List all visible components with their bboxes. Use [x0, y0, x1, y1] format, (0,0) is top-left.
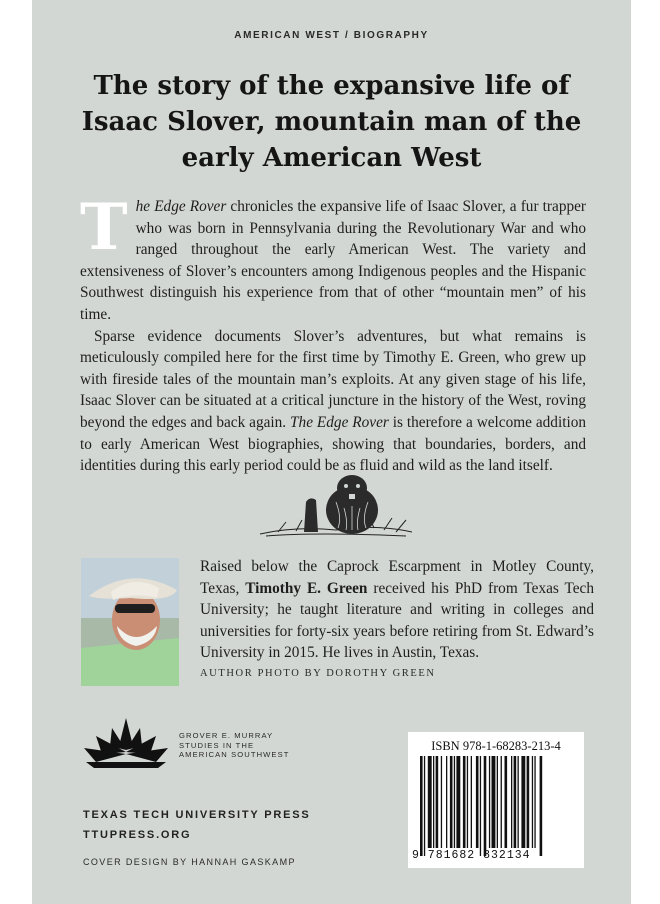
headline-line-2: Isaac Slover, mountain man of the [81, 107, 582, 137]
description-text-2: Sparse evidence documents Slover’s adventures, but what remains is meticulously compiled here for the first time by Timothy E. Green, who grew up with fireside tales of the mountain man’s exploits. At any given stage of his life, Isaac Slover can be situated at a critical juncture in the history of the West, roving beyond the edges and back again. [80, 327, 586, 431]
barcode-digits: 9 781682 832134 [412, 849, 531, 862]
barcode-bar [484, 756, 487, 856]
book-title-inline: The Edge Rover [290, 413, 389, 431]
barcode-bar [497, 756, 498, 848]
barcode-bar [480, 756, 481, 856]
barcode-bar [518, 756, 519, 848]
author-photo [81, 558, 179, 686]
publisher-name: TEXAS TECH UNIVERSITY PRESS [83, 809, 311, 821]
barcode-bar [534, 756, 535, 848]
barcode-icon [420, 756, 576, 856]
series-line-1: GROVER E. MURRAY [179, 731, 274, 740]
barcode-bar [476, 756, 479, 848]
author-name: Timothy E. Green [245, 579, 368, 597]
barcode-bar [420, 756, 423, 856]
author-bio [200, 556, 594, 664]
publisher [83, 805, 311, 845]
headline-line-3: early American West [181, 143, 482, 173]
barcode-bar [514, 756, 517, 848]
book-title: he Edge Rover [135, 198, 227, 215]
barcode-bar [441, 756, 442, 848]
description-text-1: chronicles the expansive life of Isaac Slover, a fur trapper who was born in Pennsylvania during the Revolutionary War and who ranged throughout the early American West. The variety and extensiveness of Slover’s encounters among Indigenous peoples and the Hispanic Southwest distinguish his experience from that of other “mountain men” of his time. [80, 198, 586, 323]
barcode-bar [521, 756, 525, 848]
series-name [179, 731, 290, 760]
barcode-bar [505, 756, 508, 848]
barcode-bar [428, 756, 432, 848]
barcode-box [408, 732, 584, 868]
beaver-illustration [256, 462, 416, 542]
description-paragraph-1 [80, 190, 586, 326]
series-line-3: AMERICAN SOUTHWEST [179, 750, 290, 759]
barcode-bar [424, 756, 425, 856]
series-logo-icon [82, 712, 170, 770]
barcode-bar [446, 756, 447, 848]
drop-cap: T [80, 190, 128, 265]
photo-credit: AUTHOR PHOTO BY DOROTHY GREEN [200, 668, 436, 679]
author-bio-before: Raised below the Caprock Escarpment in Motley County, Texas, [200, 558, 594, 597]
back-cover [32, 0, 631, 904]
barcode-bar [454, 756, 455, 848]
barcode-bar [489, 756, 490, 848]
barcode-bar [492, 756, 496, 848]
barcode-bar [532, 756, 533, 848]
publisher-url: TTUPRESS.ORG [83, 829, 192, 841]
series-line-2: STUDIES IN THE [179, 740, 255, 750]
barcode-bar [501, 756, 502, 848]
barcode-bar [450, 756, 453, 848]
barcode-bar [540, 756, 543, 856]
barcode-bar [527, 756, 530, 848]
headline-line-1: The story of the expansive life of [93, 71, 570, 101]
barcode-bar [433, 756, 434, 848]
book-description [80, 190, 586, 477]
barcode-bar [456, 756, 460, 848]
isbn-label: ISBN 978-1-68283-213-4 [431, 739, 561, 753]
cover-design-credit: COVER DESIGN BY HANNAH GASKAMP [83, 857, 296, 867]
category-label: AMERICAN WEST / BIOGRAPHY [234, 30, 429, 41]
author-bio-after: received his PhD from Texas Tech University; he taught literature and writing in colleges and universities for forty-six years before retiring from St. Edward’s University in 2015. He lives in Austin, Texas. [200, 579, 594, 662]
barcode-bar [463, 756, 466, 848]
description-text-3: is therefore a welcome addition to early American West biographies, showing that boundaries, borders, and identities during this early period could be as fluid and wild as the land itself. [80, 413, 586, 475]
barcode-bar [467, 756, 468, 848]
headline [52, 68, 611, 176]
barcode-bar [471, 756, 472, 848]
barcode-bar [436, 756, 439, 848]
barcode-bar [511, 756, 512, 848]
description-paragraph-2 [80, 326, 586, 477]
